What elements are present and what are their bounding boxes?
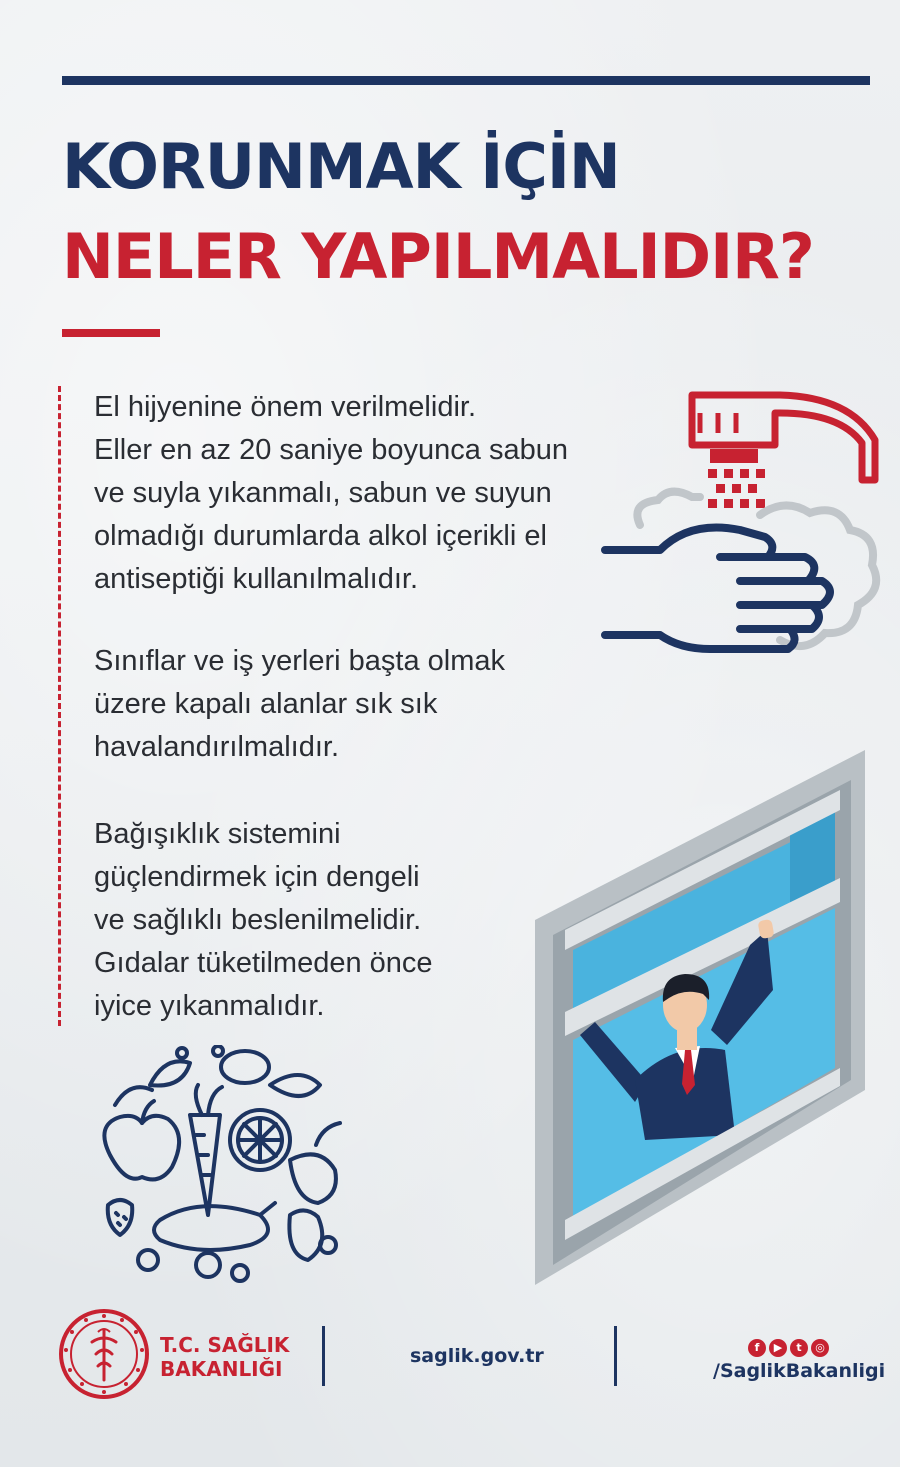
text-line: olmadığı durumlarda alkol içerikli el xyxy=(94,520,547,552)
footer-divider xyxy=(322,1326,325,1386)
text-line: ve suyla yıkanmalı, sabun ve suyun xyxy=(94,477,552,509)
text-line: Sınıflar ve iş yerleri başta olmak xyxy=(94,645,505,677)
ministry-line-1: T.C. SAĞLIK xyxy=(160,1333,290,1357)
title-line-2: NELER YAPILMALIDIR? xyxy=(62,220,814,293)
title-line-1: KORUNMAK İÇİN xyxy=(62,130,620,203)
text-line: üzere kapalı alanlar sık sık xyxy=(94,688,438,720)
text-line: Gıdalar tüketilmeden önce xyxy=(94,947,433,979)
dashed-divider xyxy=(58,386,61,1026)
text-line: ve sağlıklı beslenilmelidir. xyxy=(94,904,422,936)
paragraph-ventilation xyxy=(94,640,594,769)
facebook-icon[interactable]: f xyxy=(748,1339,766,1357)
healthy-food-icon xyxy=(90,1045,350,1290)
text-line: El hijyenine önem verilmelidir. xyxy=(94,391,476,423)
title-underline xyxy=(62,329,160,337)
open-window-icon xyxy=(535,750,875,1290)
hand-washing-icon xyxy=(600,385,885,670)
text-line: iyice yıkanmalıdır. xyxy=(94,990,325,1022)
footer-divider xyxy=(614,1326,617,1386)
paragraph-nutrition xyxy=(94,813,594,1028)
twitter-icon[interactable]: t xyxy=(790,1339,808,1357)
ministry-seal-icon xyxy=(58,1308,150,1400)
text-line: antiseptiği kullanılmalıdır. xyxy=(94,563,418,595)
text-line: Eller en az 20 saniye boyunca sabun xyxy=(94,434,568,466)
ministry-name xyxy=(160,1333,289,1381)
instagram-icon[interactable]: ◎ xyxy=(811,1339,829,1357)
social-icons xyxy=(748,1339,829,1357)
text-line: Bağışıklık sistemini xyxy=(94,818,341,850)
social-handle[interactable]: /SaglikBakanligi xyxy=(713,1360,886,1382)
text-line: güçlendirmek için dengeli xyxy=(94,861,420,893)
paragraph-hand-hygiene xyxy=(94,386,594,601)
website-link[interactable]: saglik.gov.tr xyxy=(410,1345,544,1367)
top-rule xyxy=(62,76,870,85)
text-line: havalandırılmalıdır. xyxy=(94,731,340,763)
ministry-line-2: BAKANLIĞI xyxy=(160,1357,283,1381)
youtube-icon[interactable]: ▶ xyxy=(769,1339,787,1357)
